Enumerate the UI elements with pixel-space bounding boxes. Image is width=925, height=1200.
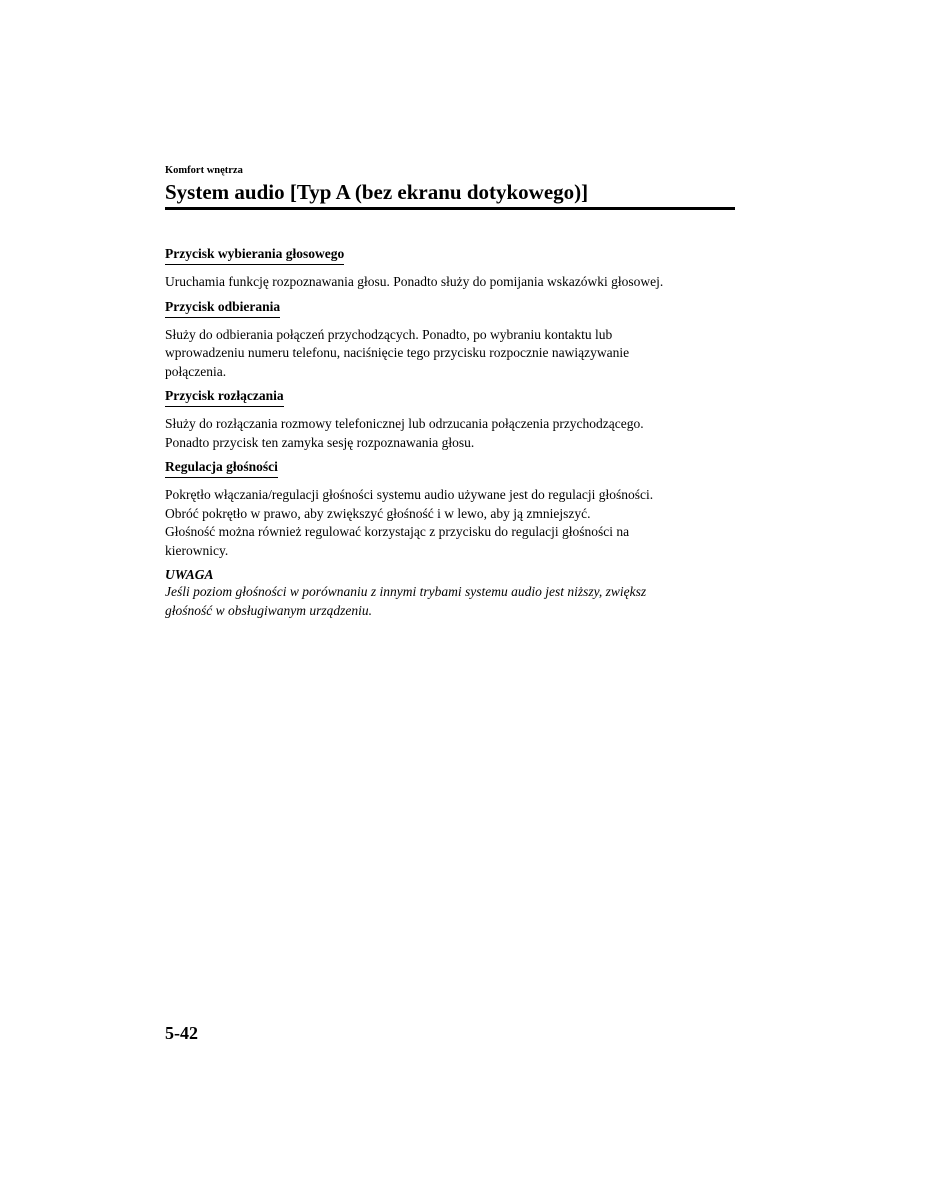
section-heading: Regulacja głośności — [165, 458, 278, 478]
paragraph-line: Służy do rozłączania rozmowy telefonicznej lub odrzucania połączenia przychodzącego. — [165, 416, 644, 431]
section-heading: Przycisk rozłączania — [165, 387, 284, 407]
note-line: Jeśli poziom głośności w porównaniu z innymi trybami systemu audio jest niższy, zwiększ — [165, 584, 647, 599]
title-rule — [165, 207, 735, 210]
manual-page — [165, 0, 735, 1200]
page-title: System audio [Typ A (bez ekranu dotykowego)] — [165, 180, 589, 204]
note-block — [165, 566, 735, 620]
section-hang-up — [165, 387, 735, 452]
paragraph-line: Obróć pokrętło w prawo, aby zwiększyć głośność i w lewo, aby ją zmniejszyć. — [165, 505, 591, 521]
paragraph-line: Głośność można również regulować korzystając z przycisku do regulacji głośności na — [165, 524, 630, 539]
section-label: Komfort wnętrza — [165, 165, 243, 176]
section-volume — [165, 458, 735, 560]
paragraph-line: Pokrętło włączania/regulacji głośności systemu audio używane jest do regulacji głośności. — [165, 487, 654, 502]
note-line: głośność w obsługiwanym urządzeniu. — [165, 602, 373, 618]
section-heading: Przycisk wybierania głosowego — [165, 245, 344, 265]
section-answer — [165, 298, 735, 382]
paragraph-line: Służy do odbierania połączeń przychodzących. Ponadto, po wybraniu kontaktu lub — [165, 326, 613, 342]
paragraph-line: Uruchamia funkcję rozpoznawania głosu. Ponadto służy do pomijania wskazówki głosowej. — [165, 274, 664, 289]
note-heading: UWAGA — [165, 567, 214, 582]
paragraph-line: Ponadto przycisk ten zamyka sesję rozpoznawania głosu. — [165, 434, 475, 450]
page-number: 5-42 — [165, 1023, 198, 1043]
paragraph-line: połączenia. — [165, 363, 227, 379]
page-content — [165, 245, 735, 620]
paragraph-line: kierownicy. — [165, 542, 229, 558]
section-heading: Przycisk odbierania — [165, 298, 280, 318]
section-voice-dial — [165, 245, 735, 292]
paragraph-line: wprowadzeniu numeru telefonu, naciśnięcie tego przycisku rozpocznie nawiązywanie — [165, 345, 630, 360]
